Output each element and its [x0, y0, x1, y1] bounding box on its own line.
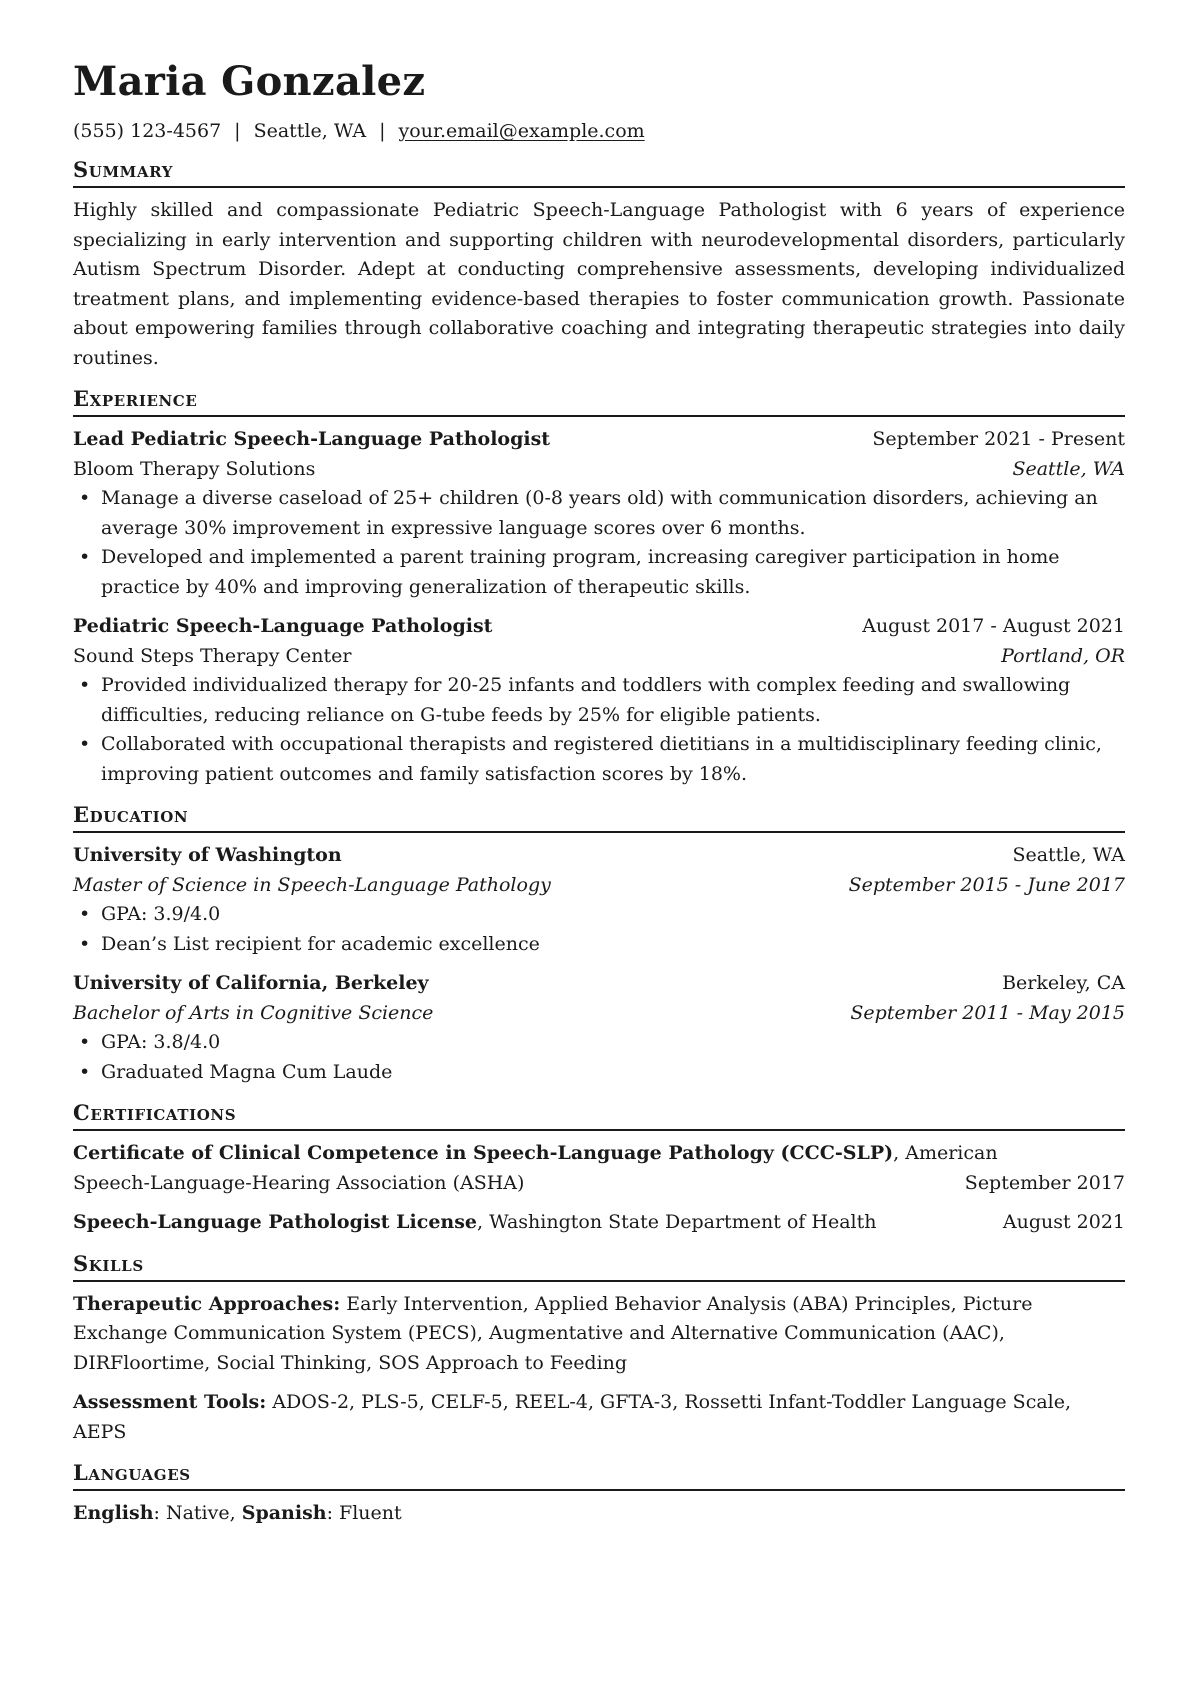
skill-group-label: Therapeutic Approaches: [73, 1292, 341, 1315]
section-title-skills: Skills [73, 1250, 1125, 1282]
section-title-languages: Languages [73, 1459, 1125, 1491]
certification-entry [73, 1139, 1125, 1198]
education-bullets [73, 1028, 1125, 1087]
job-location: Seattle, WA [1012, 457, 1125, 480]
job-role: Lead Pediatric Speech-Language Pathologist [73, 428, 551, 450]
experience-section [73, 385, 1125, 789]
language-level: : Native [153, 1502, 230, 1524]
education-entry [73, 841, 1125, 959]
school-location: Seattle, WA [1012, 844, 1125, 866]
education-dates: September 2015 - June 2017 [848, 873, 1125, 896]
section-title-summary: Summary [73, 156, 1125, 188]
job-company: Sound Steps Therapy Center [73, 644, 352, 667]
phone-number: (555) 123-4567 [73, 120, 222, 142]
skill-group-label: Assessment Tools: [73, 1391, 267, 1413]
language-separator: , [229, 1502, 242, 1524]
language-level: : Fluent [326, 1502, 402, 1524]
skill-group-text: ADOS-2, PLS-5, CELF-5, REEL-4, GFTA-3, Rossetti Infant-Toddler Language Scale, AEPS [73, 1391, 1072, 1443]
certification-name: Speech-Language Pathologist License [73, 1211, 478, 1233]
summary-section [73, 156, 1125, 373]
list-item: • Collaborated with occupational therapists and registered dietitians in a multidisciplinary feeding clinic, improving patient outcomes and family satisfaction scores by 18%. [73, 730, 1125, 789]
certification-date: September 2017 [964, 1171, 1125, 1194]
certification-name: Certificate of Clinical Competence in Speech-Language Pathology (CCC-SLP) [73, 1142, 894, 1164]
education-section [73, 801, 1125, 1087]
job-bullets [73, 484, 1125, 602]
skill-group [73, 1290, 1125, 1379]
job-dates: August 2017 - August 2021 [862, 615, 1125, 637]
contact-separator: | [379, 120, 386, 142]
list-item: • Graduated Magna Cum Laude [73, 1058, 1125, 1088]
education-dates: September 2011 - May 2015 [850, 1001, 1125, 1024]
job-role: Pediatric Speech-Language Pathologist [73, 615, 493, 637]
contact-separator: | [234, 120, 241, 142]
language-name: Spanish [241, 1502, 327, 1524]
school-location: Berkeley, CA [1002, 972, 1125, 994]
list-item: • Developed and implemented a parent training program, increasing caregiver participation in home practice by 40% and improving generalization of therapeutic skills. [73, 543, 1125, 602]
certifications-section [73, 1099, 1125, 1238]
degree-name: Bachelor of Arts in Cognitive Science [73, 1001, 434, 1024]
list-item: • GPA: 3.9/4.0 [73, 900, 1125, 930]
section-title-education: Education [73, 801, 1125, 833]
list-item: • GPA: 3.8/4.0 [73, 1028, 1125, 1058]
certification-issuer: , Washington State Department of Health [477, 1211, 877, 1233]
school-name: University of Washington [73, 844, 342, 866]
summary-text: Highly skilled and compassionate Pediatric Speech-Language Pathologist with 6 years of experience specializing in early intervention and supporting children with neurodevelopmental disorders, particularly Autism Spectrum Disorder. Adept at conducting comprehensive assessments, developing individualized treatment plans, and implementing evidence-based therapies to foster communication growth. Passionate about empowering families through collaborative coaching and integrating therapeutic strategies into daily routines. [73, 199, 1125, 369]
section-title-certifications: Certifications [73, 1099, 1125, 1131]
job-company: Bloom Therapy Solutions [73, 457, 316, 480]
location: Seattle, WA [253, 120, 367, 142]
candidate-name: Maria Gonzalez [73, 58, 426, 105]
certification-issuer: , American [893, 1142, 998, 1164]
contact-line [73, 118, 1125, 144]
languages-section [73, 1459, 1125, 1529]
languages-line [73, 1499, 1125, 1529]
job-entry [73, 425, 1125, 602]
email-link[interactable]: your.email@example.com [398, 120, 645, 142]
skill-group [73, 1388, 1125, 1447]
job-entry [73, 612, 1125, 789]
list-item: • Dean’s List recipient for academic excellence [73, 930, 1125, 960]
certification-entry [73, 1208, 1125, 1238]
resume-page [73, 58, 1125, 1539]
degree-name: Master of Science in Speech-Language Pathology [73, 873, 551, 896]
language-name: English [73, 1502, 154, 1524]
certification-issuer-cont: Speech-Language-Hearing Association (ASHA) [73, 1171, 525, 1194]
section-title-experience: Experience [73, 385, 1125, 417]
certification-date: August 2021 [1002, 1211, 1125, 1233]
education-bullets [73, 900, 1125, 959]
job-dates: September 2021 - Present [872, 428, 1125, 450]
job-bullets [73, 671, 1125, 789]
list-item: • Manage a diverse caseload of 25+ children (0-8 years old) with communication disorders, achieving an average 30% improvement in expressive language scores over 6 months. [73, 484, 1125, 543]
education-entry [73, 969, 1125, 1087]
skills-section [73, 1250, 1125, 1448]
list-item: • Provided individualized therapy for 20-25 infants and toddlers with complex feeding and swallowing difficulties, reducing reliance on G-tube feeds by 25% for eligible patients. [73, 671, 1125, 730]
school-name: University of California, Berkeley [73, 972, 429, 994]
job-location: Portland, OR [1001, 644, 1125, 667]
skill-group-text: Early Intervention, Applied Behavior Analysis (ABA) Principles, Picture Exchange Communication System (PECS), Augmentative and Alternative Communication (AAC), DIRFloortime, Social Thinking, SOS Approach to Feeding [73, 1292, 1033, 1374]
